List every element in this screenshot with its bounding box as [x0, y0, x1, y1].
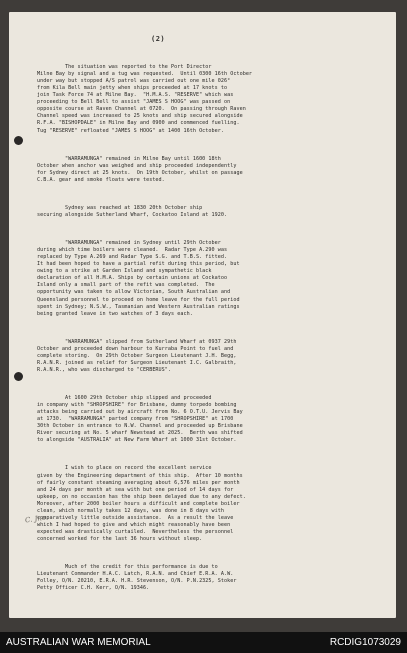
paragraph-sydney-refit: "WARRAMUNGA" remained in Sydney until 29th October during which time boilers were cleaned. Radar Type A.290 was replaced by Type A.269 and Radar Type S.G. and T.B.S. fitted. It had been hoped to have a partial refit during this period, but owing to a strike at Garden Island and sympathetic black declaration of all H.M.A. Ships by certain unions at Cockatoo Island only a small part of the refit was completed. The opportunity was taken to allow Victorian, South Australian and Queensland personnel to proceed on home leave for the full period spent in Sydney; N.S.W., Tasmanian and Western Australian ratings being granted leave in two watches of 3 days each. — [37, 240, 240, 317]
paragraph-credit: Much of the credit for this performance is due to Lieutenant Commander H.A.C. Latch, R.A.N. and Chief E.R.A. A.W. Folley, O/N. 20210, E.R.A. H.R. Stevenson, O/N. P.N.2325, Stoker Petty Officer C.H. Kerr, O/N. 19346. — [37, 564, 237, 592]
handwritten-margin-note: C. Jno — [24, 513, 47, 525]
paragraph-situation: The situation was reported to the Port Director Milne Bay by signal and a tug was requested. Until 0300 16th October under way but stopped A/S patrol was carried out one mile 026° from Kila Bell main jetty when ships proceeded at 17 knots to join Task Force 74 at Milne Bay. "H.M.A.S. "RESERVE" which was proceeding to Bell Bell to assist "JAMES S HOOG" was passed on opposite course at Raven Channel at 0720. On passing through Raven Channel speed was increased to 25 knots and ship secured alongside R.F.A. "BISHOPDALE" in Milne Bay and 0900 and commenced fuelling. Tug "RESERVE" refloated "JAMES S HOOG" at 1400 16th October. — [37, 64, 253, 134]
archive-footer — [0, 632, 407, 653]
punch-hole-icon — [14, 136, 23, 145]
paragraph-brisbane: At 1600 29th October ship slipped and proceeded in company with "SHROPSHIRE" for Brisbane, dummy torpedo bombing attacks being carried out by aircraft from No. 6 O.T.U. Jervis Bay at 1730. "WARRAMUNGA" parted company from "SHROPSHIRE" at 1700 30th October in entrance to N.W. Channel and proceeded up Brisbane River securing at No. 5 wharf Newstead at 2025. Berth was shifted to alongside "AUSTRALIA" at New Farm Wharf at 1000 31st October. — [37, 395, 243, 444]
page-number: (2) — [151, 35, 166, 43]
paragraph-sydney-arrival: Sydney was reached at 1830 20th October ship securing alongside Sutherland Wharf, Cockatoo Island at 1920. — [37, 204, 228, 218]
punch-hole-icon — [14, 372, 23, 381]
paragraph-sutherland-wharf: "WARRAMUNGA" slipped from Sutherland Wharf at 0937 29th October and proceeded down harbour to Kurraba Point to fuel and complete storing. On 29th October Surgeon Lieutenant J.H. Begg, R.A.N.R. joined as relief for Surgeon Lieutenant I.C. Galbraith, R.A.N.R., who was discharged to "CERBERUS". — [37, 338, 237, 373]
record-id: RCDIG1073029 — [329, 637, 401, 648]
archive-name: AUSTRALIAN WAR MEMORIAL — [6, 637, 151, 648]
paragraph-milne-bay: "WARRAMUNGA" remained in Milne Bay until 1600 18th October when anchor was weighed and ship proceeded independently for Sydney direct at 25 knots. On 19th October, whilst on passage C.B.A. gear and smoke floats were tested. — [37, 155, 243, 183]
paragraph-engineering: I wish to place on record the excellent service given by the Engineering department of this ship. After 10 months of fairly constant steaming averaging about 6,576 miles per month and 24 days per month at sea with but one period of 14 days for upkeep, on no occasion has the ship been delayed due to any defect. Moreover, after 2000 boiler hours a difficult and complete boiler clean, which normally takes 12 days, was done in 8 days with comparatively little outside assistance. As a result the leave which I had hoped to give and which might reasonably have been expected was drastically curtailed. Nevertheless the personnel concerned worked for the last 36 hours without sleep. — [37, 465, 246, 542]
document-page — [9, 12, 396, 618]
document-body — [37, 50, 396, 606]
